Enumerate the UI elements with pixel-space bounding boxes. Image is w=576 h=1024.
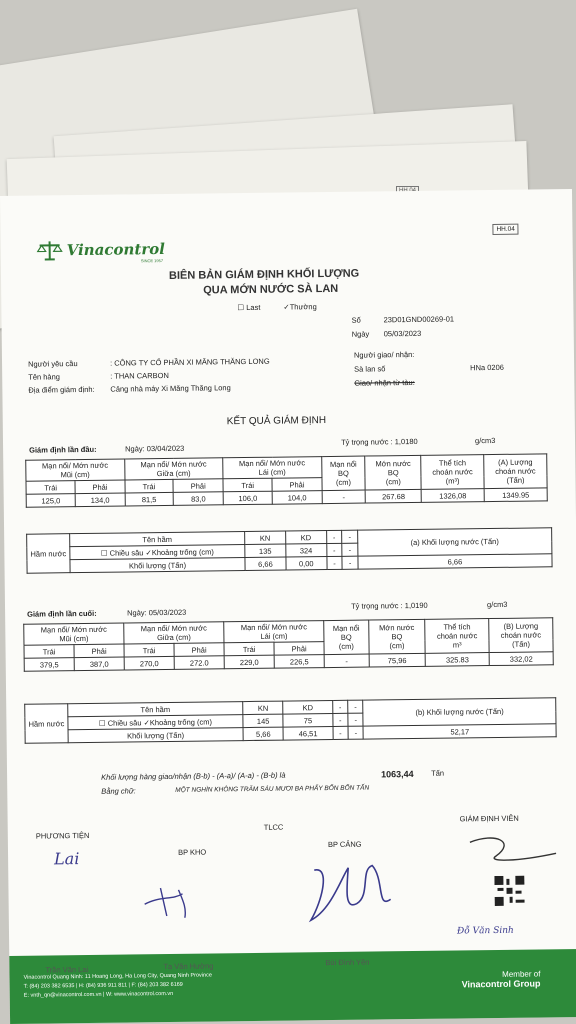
form-code: HH.04 xyxy=(492,224,519,235)
cell: 145 xyxy=(243,714,284,727)
cell: - xyxy=(327,556,343,569)
qr-code-icon xyxy=(494,876,524,906)
hold-label: Hầm nước xyxy=(27,534,70,574)
sig-warehouse-label: BP KHO xyxy=(177,847,207,857)
formula-label: Khối lượng hàng giao/nhận (B-b) - (A-a)/ (A-a) - (B-b) là xyxy=(101,770,286,782)
header-freeboard: Mạn nổi BQ (cm) xyxy=(324,620,369,655)
cell: 267.68 xyxy=(366,489,422,503)
formula-unit: Tấn xyxy=(431,768,445,778)
header-draft: Mớn nước BQ (cm) xyxy=(368,619,425,654)
cell: - xyxy=(348,713,364,726)
cell: 0,00 xyxy=(286,557,327,570)
footer-email: E: vnth_qn@vinacontrol.com.vn | W: www.vinacontrol.com.vn xyxy=(23,990,174,999)
hold-label: Hầm nước xyxy=(25,704,68,744)
cell: - xyxy=(324,654,369,668)
cell: 75 xyxy=(283,713,332,727)
header-stern: Mạn nổi/ Mớn nước Lái (cm) xyxy=(223,457,322,479)
kd-header: KD xyxy=(285,531,326,544)
cell: 75,96 xyxy=(369,653,426,667)
header-left: Trái xyxy=(223,478,272,492)
barge-value: HNa 0206 xyxy=(470,362,504,373)
header-right: Phải xyxy=(274,642,324,656)
inspection-document xyxy=(0,189,576,1024)
cell: 1326,08 xyxy=(421,489,484,503)
ngay-value: 05/03/2023 xyxy=(383,328,422,339)
signature-kho xyxy=(138,882,208,923)
brand-name: Vinacontrol xyxy=(66,239,166,260)
cell: 272.0 xyxy=(174,656,224,670)
first-date: Ngày: 03/04/2023 xyxy=(125,443,185,454)
header-stern: Mạn nổi/ Mớn nước Lái (cm) xyxy=(224,621,324,643)
kn-header: KN xyxy=(243,701,284,714)
cell: 6,66 xyxy=(358,554,552,569)
place-value: Cảng nhà máy Xi Măng Thăng Long xyxy=(110,383,231,394)
cell: 134,0 xyxy=(75,493,124,507)
words-value: MỘT NGHÌN KHÔNG TRĂM SÁU MƯƠI BA PHẨY BỐN BỐN TẤN xyxy=(175,784,370,794)
sig-inspector-label: GIÁM ĐỊNH VIÊN xyxy=(459,813,519,824)
goods-label: Tên hàng xyxy=(28,372,60,382)
name-warehouse: Tạ Văn Hường xyxy=(163,961,214,972)
document-title: BIÊN BẢN GIÁM ĐỊNH KHỐI LƯỢNG xyxy=(168,267,360,282)
header-left: Trái xyxy=(26,481,75,495)
brand-since: SINCE 1957 xyxy=(140,258,164,264)
last-density: Tỷ trọng nước : 1,0190 xyxy=(350,600,428,611)
header-left: Trái xyxy=(24,645,74,659)
cell: 6,66 xyxy=(245,557,286,570)
cell: 83,0 xyxy=(173,492,223,506)
cell: - xyxy=(342,543,358,556)
header-mid: Mạn nổi/ Mớn nước Giữa (cm) xyxy=(124,458,223,480)
sig-port-label: BP CẢNG xyxy=(327,839,362,850)
option-normal: ✓Thường xyxy=(283,302,317,312)
name-vehicle: Trần Văn Lai xyxy=(45,964,89,975)
so-label: Số xyxy=(351,315,361,325)
footer-member: Member of xyxy=(502,969,541,979)
footer-phone: T: (84) 203 382 6535 | H: (84) 936 911 811 | F: (84) 203 382 6169 xyxy=(23,981,183,990)
cell: - xyxy=(348,700,364,713)
cell: 226,5 xyxy=(274,655,324,669)
giver-label: Người giao/ nhận: xyxy=(353,349,415,360)
header-volume: Thể tích choán nước m³ xyxy=(425,619,489,654)
header-left: Trái xyxy=(124,643,174,657)
cell: 52,17 xyxy=(363,724,556,739)
place-label: Địa điểm giám định: xyxy=(28,384,95,395)
cell: 324 xyxy=(286,544,327,557)
signature-cang xyxy=(300,859,401,940)
header-right: Phải xyxy=(75,480,124,494)
result-heading: KẾT QUẢ GIÁM ĐỊNH xyxy=(226,415,327,428)
so-value: 23D01GND00269-01 xyxy=(383,314,455,325)
header-right: Phải xyxy=(272,478,321,492)
handover-label: Giao/ nhận từ tàu: xyxy=(354,377,415,388)
cell: - xyxy=(342,556,358,569)
header-volume: Thể tích choán nước (m³) xyxy=(421,455,484,490)
words-label: Bằng chữ: xyxy=(101,786,136,796)
header-left: Trái xyxy=(124,479,173,493)
header-bow: Mạn nổi/ Mớn nước Mũi (cm) xyxy=(24,623,124,645)
handwritten-lai: Lai xyxy=(53,849,80,869)
barge-label: Sà lan số xyxy=(354,364,386,374)
requester-label: Người yêu cầu xyxy=(28,359,78,369)
header-right: Phải xyxy=(173,479,223,493)
header-b: (B) Lượng choán nước (Tấn) xyxy=(489,618,553,653)
cell: 229,0 xyxy=(224,655,274,669)
document-subtitle: QUA MỚN NƯỚC SÀ LAN xyxy=(203,282,339,297)
first-draft-table xyxy=(25,453,548,507)
header-bow: Mạn nổi/ Mớn nước Mũi (cm) xyxy=(26,459,125,481)
name-port: Bùi Đình Yên xyxy=(325,957,370,968)
a-label: (a) Khối lượng nước (Tấn) xyxy=(357,528,551,556)
cell: 104,0 xyxy=(272,491,321,505)
footer-address: Vinacontrol Quang Ninh: 11 Hoang Long, Ha Long City, Quang Ninh Province xyxy=(23,972,212,981)
b-label: (b) Khối lượng nước (Tấn) xyxy=(363,698,556,726)
cell: - xyxy=(333,726,349,739)
cell: - xyxy=(348,726,364,739)
header-draft: Mớn nước BQ (cm) xyxy=(365,455,421,490)
formula-value: 1063,44 xyxy=(381,768,414,780)
cell: 332,02 xyxy=(489,652,553,666)
density-unit: g/cm3 xyxy=(474,435,496,446)
cell: 379,5 xyxy=(24,658,74,672)
depth-options: ☐ Chiều sâu ✓Khoảng trống (cm) xyxy=(70,545,245,560)
density-unit: g/cm3 xyxy=(486,599,508,610)
cell: - xyxy=(332,700,348,713)
header-right: Phải xyxy=(174,643,224,657)
cell: 387,0 xyxy=(74,657,124,671)
first-hold-table xyxy=(26,527,552,573)
cell: 125,0 xyxy=(26,494,75,508)
option-last: ☐ Last xyxy=(237,302,261,313)
header-left: Trái xyxy=(224,642,274,656)
header-a: (A) Lượng choán nước (Tấn) xyxy=(484,454,547,489)
cell: 106,0 xyxy=(223,491,272,505)
last-draft-table xyxy=(23,617,554,671)
scale-icon xyxy=(37,239,63,261)
mass-label: Khối lượng (Tấn) xyxy=(68,728,243,743)
cell: - xyxy=(342,530,358,543)
depth-options: ☐ Chiều sâu ✓Khoảng trống (cm) xyxy=(68,715,243,730)
cell: 270,0 xyxy=(124,656,174,670)
last-label: Giám định lần cuối: xyxy=(27,608,97,619)
first-density: Tỷ trọng nước : 1,0180 xyxy=(340,436,418,447)
hold-name-header: Tên hầm xyxy=(68,702,243,717)
footer-group: Vinacontrol Group xyxy=(461,978,541,990)
inspector-name-handwritten: Đỗ Văn Sinh xyxy=(456,925,514,937)
goods-value: : THAN CARBON xyxy=(110,370,169,381)
cell: 5,66 xyxy=(243,727,284,740)
cell: - xyxy=(332,713,348,726)
header-freeboard: Mạn nổi BQ (cm) xyxy=(321,456,365,491)
mass-label: Khối lượng (Tấn) xyxy=(70,558,245,573)
last-hold-table xyxy=(24,697,556,743)
first-label: Giám định lần đầu: xyxy=(29,444,97,455)
header-right: Phải xyxy=(74,644,124,658)
cell: 46,51 xyxy=(283,726,332,740)
cell: - xyxy=(326,543,342,556)
cell: - xyxy=(326,530,342,543)
sig-tlcc-label: TLCC xyxy=(263,822,284,832)
requester-value: : CÔNG TY CỔ PHẦN XI MĂNG THĂNG LONG xyxy=(109,356,270,368)
ngay-label: Ngày xyxy=(351,329,370,339)
cell: - xyxy=(322,490,366,504)
header-mid: Mạn nổi/ Mớn nước Giữa (cm) xyxy=(124,622,224,644)
signature-inspector xyxy=(456,831,567,876)
kd-header: KD xyxy=(283,700,332,714)
cell: 325.83 xyxy=(425,653,489,667)
kn-header: KN xyxy=(245,531,286,544)
cell: 135 xyxy=(245,544,286,557)
cell: 1349.95 xyxy=(484,488,547,502)
footer-bar xyxy=(9,949,576,1024)
last-date: Ngày: 05/03/2023 xyxy=(127,607,187,618)
cell: 81,5 xyxy=(125,492,174,506)
sig-vehicle-label: PHƯƠNG TIỆN xyxy=(35,830,90,841)
hold-name-header: Tên hầm xyxy=(70,532,245,547)
